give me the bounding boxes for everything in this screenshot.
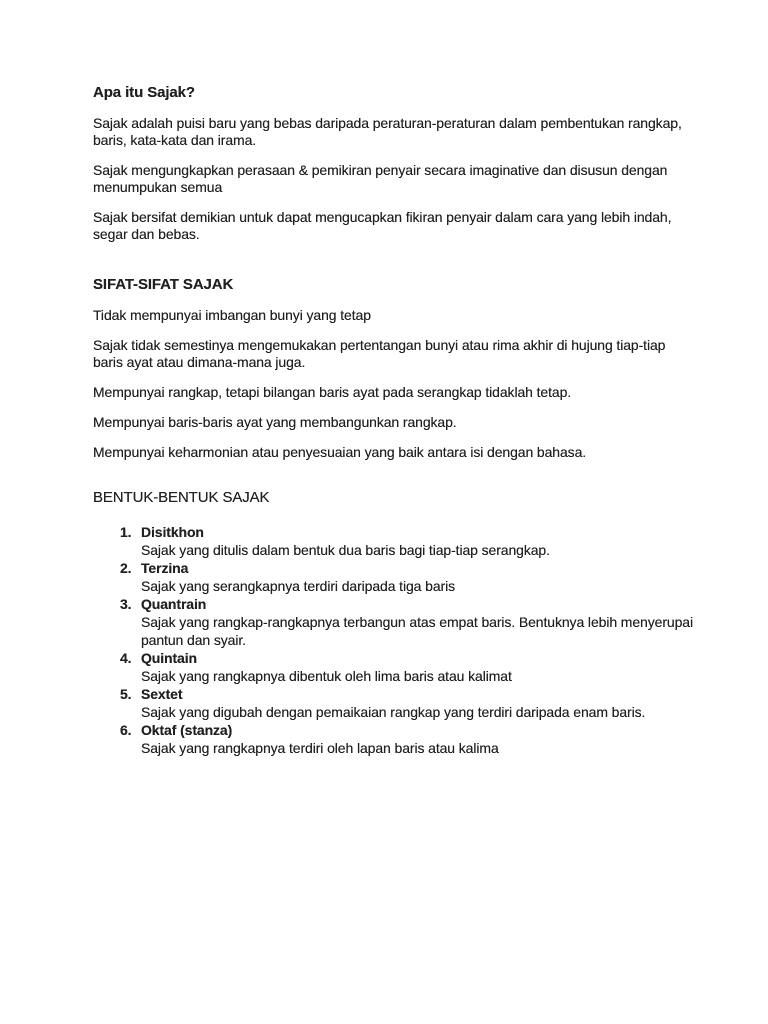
intro-paragraph: Sajak mengungkapkan perasaan & pemikiran penyair secara imaginative dan disusun dengan menumpukan semua: [93, 162, 668, 195]
sifat-heading: SIFAT-SIFAT SAJAK: [93, 276, 234, 293]
list-item: [93, 685, 693, 721]
list-item-title: Quintain: [141, 650, 197, 666]
sifat-paragraph: Sajak tidak semestinya mengemukakan pertentangan bunyi atau rima akhir di hujung tiap-tiap baris ayat atau dimana-mana juga.: [93, 337, 666, 370]
list-item-number: 6.: [120, 722, 132, 738]
list-item: [93, 595, 693, 649]
bentuk-heading: BENTUK-BENTUK SAJAK: [93, 489, 270, 506]
list-item-number: 1.: [120, 524, 132, 540]
list-item-title: Oktaf (stanza): [141, 722, 233, 738]
list-item-description: Sajak yang digubah dengan pemaikaian rangkap yang terdiri daripada enam baris.: [141, 704, 646, 720]
intro-paragraph: Sajak bersifat demikian untuk dapat mengucapkan fikiran penyair dalam cara yang lebih indah, segar dan bebas.: [93, 209, 672, 242]
list-item-description: Sajak yang serangkapnya terdiri daripada tiga baris: [141, 578, 455, 594]
list-item: [93, 559, 693, 595]
list-item: [93, 721, 693, 757]
list-item-title: Quantrain: [141, 596, 207, 612]
sifat-paragraph: Mempunyai baris-baris ayat yang membangunkan rangkap.: [93, 414, 457, 430]
document-content: [93, 84, 693, 757]
list-item-number: 4.: [120, 650, 132, 666]
list-item-description: Sajak yang ditulis dalam bentuk dua baris bagi tiap-tiap serangkap.: [141, 542, 550, 558]
intro-heading: Apa itu Sajak?: [93, 84, 195, 101]
list-item-number: 3.: [120, 596, 132, 612]
sifat-paragraph: Mempunyai rangkap, tetapi bilangan baris ayat pada serangkap tidaklah tetap.: [93, 384, 572, 400]
list-item-number: 2.: [120, 560, 132, 576]
list-item-description: Sajak yang rangkapnya terdiri oleh lapan baris atau kalima: [141, 740, 499, 756]
list-item-number: 5.: [120, 686, 132, 702]
list-item: [93, 523, 693, 559]
sifat-paragraph: Mempunyai keharmonian atau penyesuaian yang baik antara isi dengan bahasa.: [93, 444, 587, 460]
sifat-paragraph: Tidak mempunyai imbangan bunyi yang tetap: [93, 307, 371, 323]
list-item: [93, 649, 693, 685]
list-item-title: Disitkhon: [141, 524, 204, 540]
list-item-title: Terzina: [141, 560, 189, 576]
list-item-title: Sextet: [141, 686, 183, 702]
list-item-description: Sajak yang rangkapnya dibentuk oleh lima baris atau kalimat: [141, 668, 512, 684]
intro-paragraph: Sajak adalah puisi baru yang bebas daripada peraturan-peraturan dalam pembentukan rangkap, baris, kata-kata dan irama.: [93, 115, 682, 148]
list-item-description: Sajak yang rangkap-rangkapnya terbangun atas empat baris. Bentuknya lebih menyerupai pantun dan syair.: [141, 614, 693, 648]
bentuk-list: [93, 523, 693, 757]
